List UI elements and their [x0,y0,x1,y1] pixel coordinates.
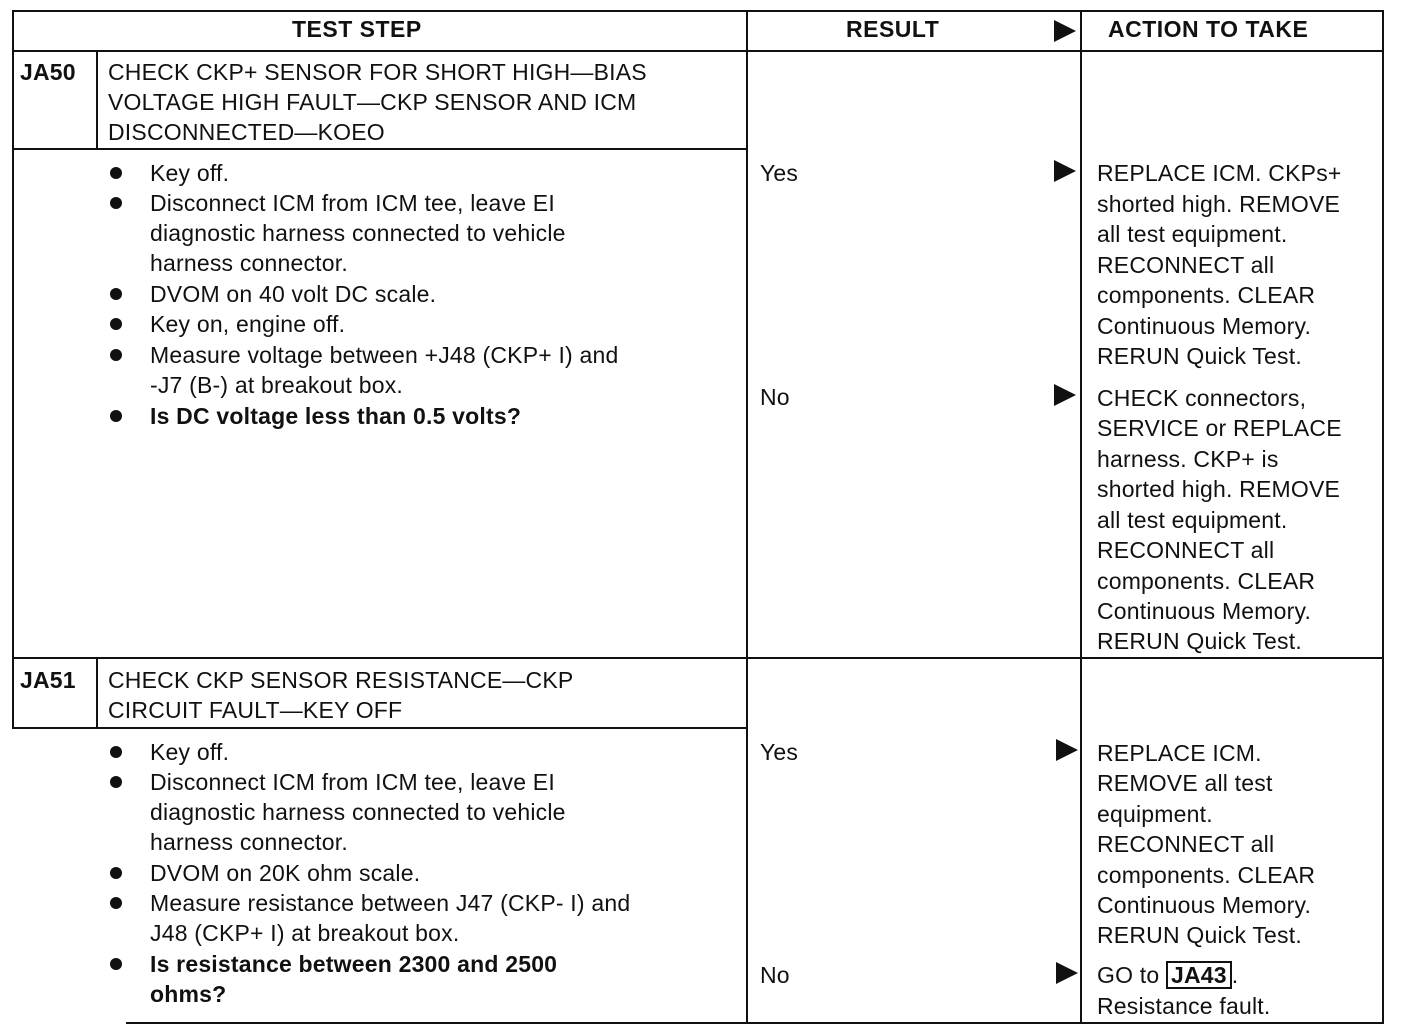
bullet-icon [110,167,122,179]
table-left-border [12,10,14,727]
bullet-icon [110,897,122,909]
step-title-line: CHECK CKP SENSOR RESISTANCE—CKP [108,667,574,693]
instruction-question: Is resistance between 2300 and 2500 [150,951,558,977]
instruction-line: -J7 (B-) at breakout box. [150,372,403,398]
test-step-right-border [746,10,748,1024]
bullet-icon [110,288,122,300]
action-line: Resistance fault. [1097,993,1271,1019]
action-line: RECONNECT all [1097,537,1275,563]
action-line: all test equipment. [1097,221,1288,247]
bullet-icon [110,958,122,970]
header-test-step: TEST STEP [292,16,422,42]
instruction-line: Disconnect ICM from ICM tee, leave EI [150,190,555,216]
instruction-line: diagnostic harness connected to vehicle [150,220,566,246]
step-title-line: CIRCUIT FAULT—KEY OFF [108,697,403,723]
result-yes: Yes [760,160,799,186]
ja50-code-divider [96,52,98,150]
action-line: equipment. [1097,801,1213,827]
instruction-question: ohms? [150,981,227,1007]
ja51-code-divider [96,659,98,729]
header-result: RESULT [846,16,940,42]
result-yes: Yes [760,739,799,765]
arrow-icon [1056,962,1078,984]
bullet-icon [110,349,122,361]
result-right-border [1080,10,1082,1024]
action-line: components. CLEAR [1097,568,1316,594]
bullet-icon [110,410,122,422]
goto-suffix: . [1231,962,1239,988]
bullet-icon [110,318,122,330]
instruction-line: DVOM on 20K ohm scale. [150,860,421,886]
bullet-icon [110,867,122,879]
instruction-line: Disconnect ICM from ICM tee, leave EI [150,769,555,795]
action-line: SERVICE or REPLACE [1097,415,1342,441]
action-line: RERUN Quick Test. [1097,922,1302,948]
instruction-line: DVOM on 40 volt DC scale. [150,281,437,307]
result-no: No [760,384,790,410]
action-line: RECONNECT all [1097,252,1275,278]
action-line: REMOVE all test [1097,770,1273,796]
result-no: No [760,962,790,988]
instruction-line: harness connector. [150,250,348,276]
step-code-ja50: JA50 [20,59,76,85]
action-line: CHECK connectors, [1097,385,1307,411]
header-action: ACTION TO TAKE [1108,16,1309,42]
action-line: components. CLEAR [1097,862,1316,888]
table-right-border [1382,10,1384,1024]
action-line: RERUN Quick Test. [1097,343,1302,369]
row-separator [12,657,1384,659]
action-line: Continuous Memory. [1097,313,1312,339]
action-line: harness. CKP+ is [1097,446,1279,472]
bullet-icon [110,776,122,788]
header-arrow-icon [1054,20,1076,42]
instruction-line: Key off. [150,739,230,765]
action-line: Continuous Memory. [1097,598,1312,624]
instruction-line: J48 (CKP+ I) at breakout box. [150,920,460,946]
step-code-ja51: JA51 [20,667,76,693]
step-title-line: DISCONNECTED—KOEO [108,119,385,145]
instruction-line: Key on, engine off. [150,311,346,337]
step-reference-ja43[interactable]: JA43 [1166,961,1232,989]
action-line: components. CLEAR [1097,282,1316,308]
action-line: REPLACE ICM. [1097,740,1262,766]
table-top-border [12,10,1384,12]
action-line: shorted high. REMOVE [1097,476,1341,502]
arrow-icon [1054,384,1076,406]
instruction-question: Is DC voltage less than 0.5 volts? [150,403,522,429]
action-line: shorted high. REMOVE [1097,191,1341,217]
instruction-line: Measure voltage between +J48 (CKP+ I) and [150,342,619,368]
arrow-icon [1054,160,1076,182]
arrow-icon [1056,739,1078,761]
instruction-line: Measure resistance between J47 (CKP- I) and [150,890,631,916]
action-line: Continuous Memory. [1097,892,1312,918]
ja50-title-bottom [12,148,748,150]
action-line: RECONNECT all [1097,831,1275,857]
bullet-icon [110,746,122,758]
table-bottom-border [126,1022,1384,1024]
action-goto-line [1097,960,1238,990]
action-line: all test equipment. [1097,507,1288,533]
bullet-icon [110,197,122,209]
instruction-line: Key off. [150,160,230,186]
action-line: REPLACE ICM. CKPs+ [1097,160,1342,186]
ja51-title-bottom [12,727,748,729]
step-title-line: CHECK CKP+ SENSOR FOR SHORT HIGH—BIAS [108,59,647,85]
step-title-line: VOLTAGE HIGH FAULT—CKP SENSOR AND ICM [108,89,637,115]
instruction-line: harness connector. [150,829,348,855]
goto-prefix: GO to [1097,962,1166,988]
instruction-line: diagnostic harness connected to vehicle [150,799,566,825]
action-line: RERUN Quick Test. [1097,628,1302,654]
header-bottom-border [12,50,1384,52]
